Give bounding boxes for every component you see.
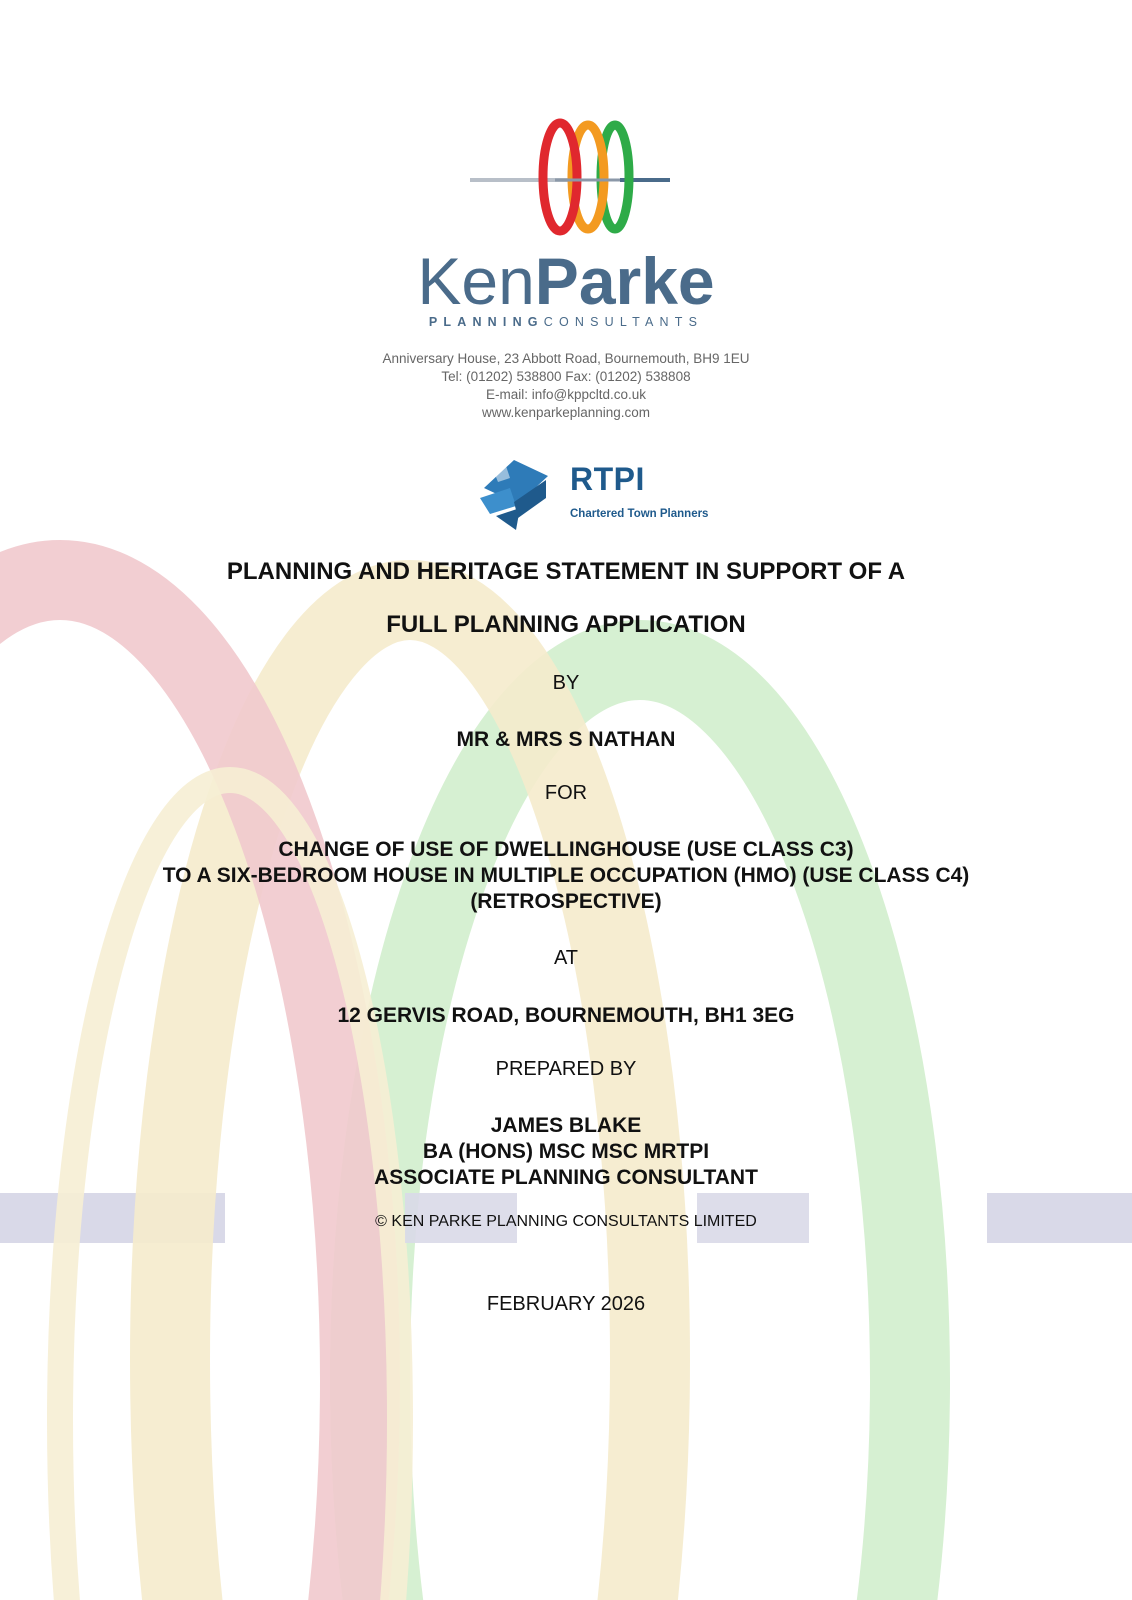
author-name: JAMES BLAKE [490, 1114, 642, 1137]
for-label: FOR [544, 782, 588, 804]
proposal-line2: TO A SIX-BEDROOM HOUSE IN MULTIPLE OCCUPATION (HMO) (USE CLASS C4) [162, 864, 970, 887]
copyright-notice: © KEN PARKE PLANNING CONSULTANTS LIMITED [375, 1213, 757, 1230]
contact-address-block [0, 350, 1132, 422]
brand-name-part2: Parke [534, 244, 715, 318]
prepared-by-label: PREPARED BY [495, 1058, 637, 1080]
brand-tagline [0, 315, 1132, 329]
author-qualifications: BA (HONS) MSC MSC MRTPI [422, 1140, 710, 1163]
rtpi-title: RTPI [570, 461, 645, 497]
tagline-part1: PLANNING [428, 315, 544, 329]
document-title-line2: FULL PLANNING APPLICATION [386, 611, 746, 638]
brand-name-part1: Ken [417, 244, 535, 318]
site-address: 12 GERVIS ROAD, BOURNEMOUTH, BH1 3EG [337, 1004, 795, 1027]
email-line: E-mail: info@kppcltd.co.uk [485, 387, 647, 402]
rings-logo-icon [470, 115, 670, 240]
document-date: FEBRUARY 2026 [486, 1293, 646, 1315]
proposal-line1: CHANGE OF USE OF DWELLINGHOUSE (USE CLASS C3) [278, 838, 854, 861]
website-line: www.kenparkeplanning.com [481, 405, 651, 420]
document-title-line1: PLANNING AND HERITAGE STATEMENT IN SUPPORT OF A [226, 558, 906, 585]
tagline-part2: CONSULTANTS [543, 315, 704, 329]
kenparke-wordmark [0, 244, 1132, 318]
author-block [0, 1113, 1132, 1191]
proposal-description [0, 837, 1132, 915]
rtpi-subtitle: Chartered Town Planners [570, 508, 709, 520]
author-role: ASSOCIATE PLANNING CONSULTANT [374, 1166, 758, 1189]
by-label: BY [552, 672, 580, 694]
rtpi-logo-icon [476, 458, 556, 533]
phone-fax-line: Tel: (01202) 538800 Fax: (01202) 538808 [441, 369, 691, 384]
proposal-line3: (RETROSPECTIVE) [470, 890, 662, 913]
address-line: Anniversary House, 23 Abbott Road, Bournemouth, BH9 1EU [382, 351, 750, 366]
at-label: AT [553, 947, 579, 969]
applicant-name: MR & MRS S NATHAN [456, 728, 676, 751]
